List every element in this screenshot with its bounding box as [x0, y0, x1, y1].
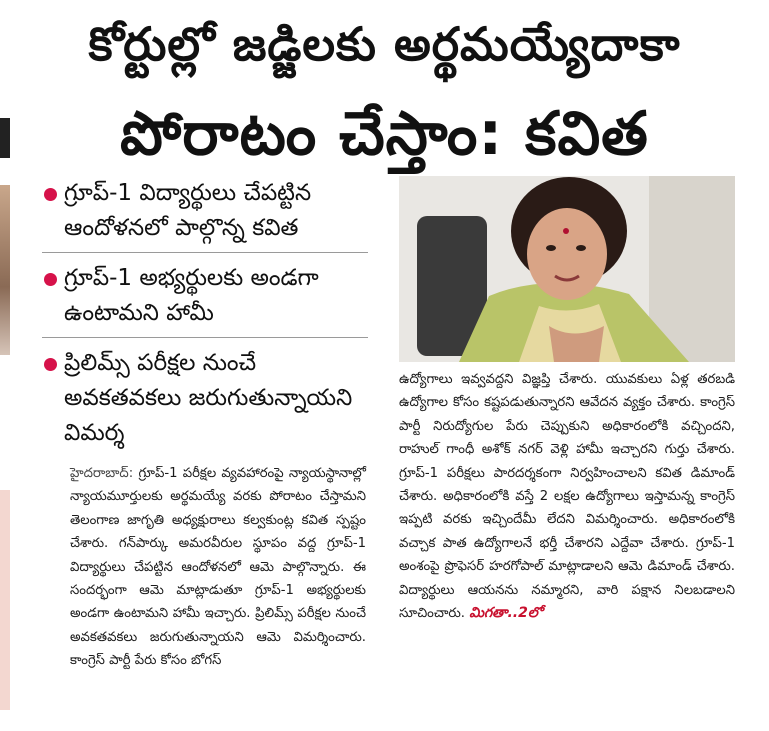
highlight-text: ప్రిలిమ్స్ పరీక్షల నుంచే అవకతవకలు జరుగుతున్నాయని విమర్శ: [64, 350, 353, 446]
highlight-item: [42, 261, 368, 338]
highlights-list: [42, 176, 368, 465]
bullet-dot-icon: [44, 273, 57, 286]
bullet-dot-icon: [44, 358, 57, 371]
highlight-item: [42, 176, 368, 253]
highlight-item: [42, 346, 368, 457]
article-column-right: [399, 368, 735, 625]
article-column-left: [70, 462, 366, 673]
article-text-right: ఉద్యోగాలు ఇవ్వవద్దని విజ్ఞప్తి చేశారు. యువకులు ఏళ్ల తరబడి ఉద్యోగాల కోసం కష్టపడుతున్నారని ఆవేదన వ్యక్తం చేశారు. కాంగ్రెస్ పార్టీ నిరుద్యోగుల పేరు చెప్పుకుని అధికారంలోకి వచ్చిందని, రాహుల్ గాంధీ అశోక్ నగర్ వెళ్లి హామీ ఇచ్చారని గుర్తు చేశారు. గ్రూప్-1 పరీక్షలు పారదర్శకంగా నిర్వహించాలని కవిత డిమాండ్ చేశారు. అధికారంలోకి వస్తే 2 లక్షల ఉద్యోగాలు ఇస్తామన్న కాంగ్రెస్ ఇప్పటి వరకు ఇచ్చిందేమీ లేదని విమర్శించారు. అధికారంలోకి వచ్చాక పాత ఉద్యోగాలనే భర్తీ చేశారని ఎద్దేవా చేశారు. గ్రూప్-1 అంశంపై ప్రొఫెసర్ హరగోపాల్ మాట్లాడాలని ఆమె డిమాండ్ చేశారు. విద్యార్థులు ఆయనను నమ్మారని, వారి పక్షాన నిలబడాలని సూచించారు.: [399, 372, 735, 622]
adjacent-ad-edge: [0, 490, 10, 710]
portrait-illustration: [399, 176, 735, 362]
headline-line-2: పోరాటం చేస్తాం: కవిత: [120, 99, 649, 169]
bullet-dot-icon: [44, 188, 57, 201]
continued-on-page-link[interactable]: మిగతా..2లో: [469, 605, 543, 622]
highlight-text: గ్రూప్-1 అభ్యర్థులకు అండగా ఉంటామని హామీ: [64, 265, 319, 326]
headline-line-1: కోర్టుల్లో జడ్జిలకు అర్థమయ్యేదాకా: [88, 17, 681, 71]
adjacent-photo-edge: [0, 185, 10, 355]
highlight-text: గ్రూప్-1 విద్యార్థులు చేపట్టిన ఆందోళనలో పాల్గొన్న కవిత: [64, 180, 312, 241]
article-text-left: గ్రూప్-1 పరీక్షల వ్యవహారంపై న్యాయస్థానాల్లో న్యాయమూర్తులకు అర్థమయ్యే వరకు పోరాటం చేస్తామని తెలంగాణ జాగృతి అధ్యక్షురాలు కల్వకుంట్ల కవిత స్పష్టం చేశారు. గన్‌పార్కు అమరవీరుల స్థూపం వద్ద గ్రూప్-1 విద్యార్థులు చేపట్టిన ఆందోళనలో ఆమె పాల్గొన్నారు. ఈ సందర్భంగా ఆమె మాట్లాడుతూ గ్రూప్-1 అభ్యర్థులకు అండగా ఉంటామని హామీ ఇచ్చారు. ప్రిలిమ్స్ పరీక్షల నుంచే అవకతవకలు జరుగుతున్నాయని ఆమె విమర్శించారు. కాంగ్రెస్ పార్టీ పేరు కోసం బోగస్: [70, 466, 366, 669]
dateline: హైదరాబాద్:: [70, 466, 134, 481]
kavitha-photo: [399, 176, 735, 362]
